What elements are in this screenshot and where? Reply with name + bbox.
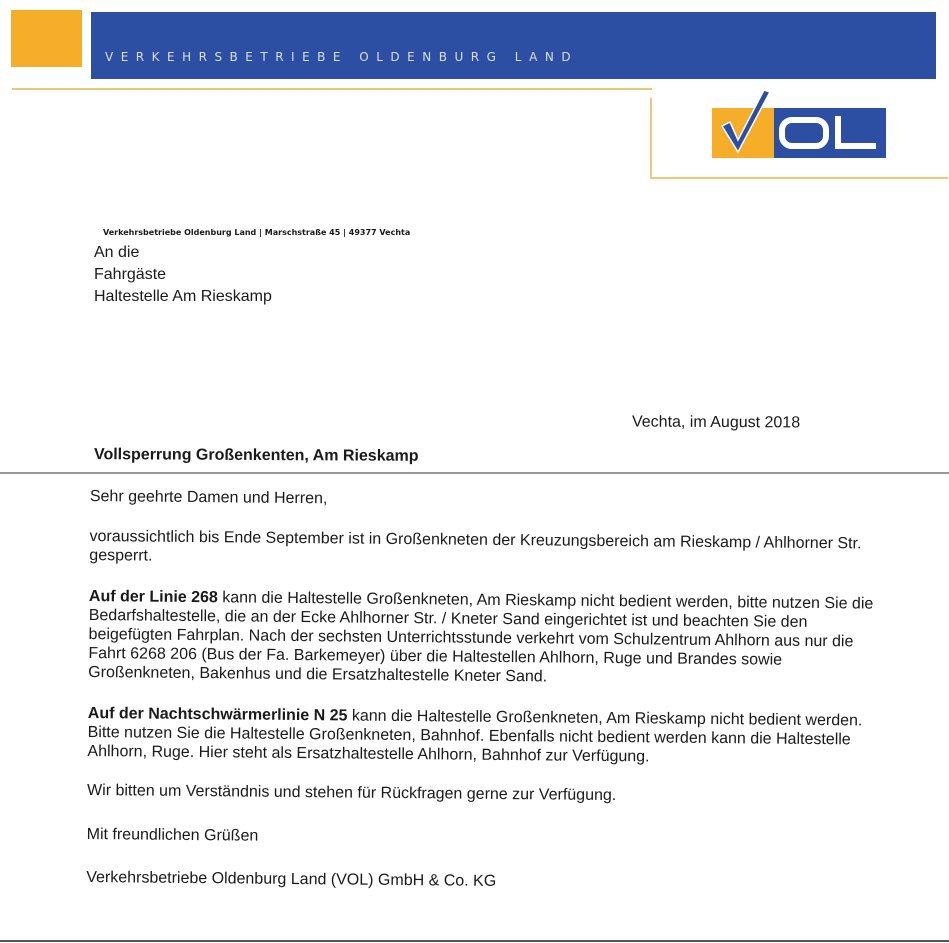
letter-date: Vechta, im August 2018 (631, 413, 801, 432)
letterhead-rule-bottom (650, 177, 948, 179)
salutation: Sehr geehrte Damen und Herren, (89, 487, 328, 508)
regards: Mit freundlichen Grüßen (86, 825, 259, 845)
line-n25-heading: Auf der Nachtschwärmerlinie N 25 (87, 704, 348, 725)
recipient-address (94, 242, 272, 308)
vol-logo (708, 88, 891, 164)
letterhead-accent-square (11, 10, 82, 67)
letterhead-banner (91, 12, 936, 79)
paragraph-line-n25 (87, 704, 878, 769)
signature: Verkehrsbetriebe Oldenburg Land (VOL) GmbH & Co. KG (86, 868, 497, 890)
letter-body (86, 487, 880, 914)
sender-address-line: Verkehrsbetriebe Oldenburg Land | Marschstraße 45 | 49377 Vechta (103, 228, 411, 237)
letterhead-rule (12, 88, 652, 90)
paragraph-line-268 (88, 587, 879, 690)
banner-company-name: VERKEHRSBETRIEBE OLDENBURG LAND (105, 50, 579, 64)
letterhead-rule-vertical (650, 98, 652, 179)
scan-divider (0, 472, 949, 474)
line-268-text: kann die Haltestelle Großenkneten, Am Rieskamp nicht bedient werden, bitte nutzen Sie die Bedarfshaltestelle, die an der Ecke Ahlhorner Str. / Kneter Sand eingerichtet ist und beachten Sie den beigefügten Fahrplan. Nach der sechsten Unterrichtsstunde verkehrt vom Schulzentrum Ahlhorn aus nur die Fahrt 6268 206 (Bus der Fa. Barkemeyer) über die Haltestellen Ahlhorn, Ruge und Brandes sowie Großenkneten, Bakenhus und die Ersatzhaltestelle Kneter Sand. (88, 589, 874, 686)
line-268-heading: Auf der Linie 268 (88, 587, 218, 607)
paragraph-closure-notice: voraussichtlich bis Ende September ist in Großenkneten der Kreuzungsbereich am Rieskamp / Ahlhorner Str. gesperrt. (89, 527, 862, 565)
closing-sentence: Wir bitten um Verständnis und stehen für Rückfragen gerne zur Verfügung. (87, 781, 617, 805)
recipient-line: Fahrgäste (94, 266, 167, 283)
letter-subject: Vollsperrung Großenkenten, Am Rieskamp (93, 446, 419, 465)
scan-bottom-edge (0, 940, 949, 942)
recipient-line: Haltestelle Am Rieskamp (94, 288, 272, 305)
recipient-line: An die (94, 244, 140, 261)
line-n25-text: kann die Haltestelle Großenkneten, Am Rieskamp nicht bedient werden. Bitte nutzen Sie die Haltestelle Großenkneten, Bahnhof. Ebenfalls nicht bedient werden kann die Haltestelle Ahlhorn, Ruge. Hier steht als Ersatzhaltestelle Ahlhorn, Bahnhof zur Verfügung. (87, 707, 863, 766)
